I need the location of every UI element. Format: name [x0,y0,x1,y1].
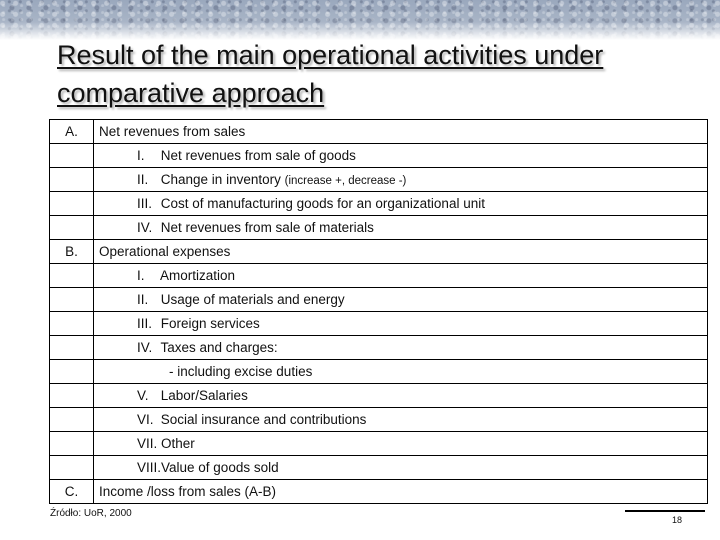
item-text: Value of goods sold [161,460,279,475]
item-number: V. [137,388,149,403]
item-number: III. [137,316,153,331]
source-note: Źródło: UoR, 2000 [50,508,132,519]
section-letter: A. [50,120,94,144]
section-label: Income /loss from sales (A-B) [94,480,708,504]
item-text: Usage of materials and energy [160,292,345,307]
page-number: 18 [672,515,683,525]
table-row [50,456,708,480]
section-label: Operational expenses [94,240,708,264]
table-row [50,144,708,168]
section-label: Net revenues from sales [94,120,708,144]
item-number: VIII. [137,460,162,475]
item-number: III. [137,196,153,211]
item-number: I. [137,148,145,163]
footer-rule [625,510,705,512]
table-row [50,216,708,240]
table-row [50,264,708,288]
table-row [50,288,708,312]
item-number: IV. [137,340,153,355]
item-text: Amortization [160,268,236,283]
item-number: II. [137,172,149,187]
table-row [50,240,708,264]
table-row [50,480,708,504]
item-number: IV. [137,220,153,235]
item-text: Cost of manufacturing goods for an organizational unit [160,196,485,211]
item-text: Taxes and charges: [160,340,278,355]
table-row [50,312,708,336]
item-note: (increase +, decrease -) [284,175,407,187]
item-number: II. [137,292,149,307]
table-row [50,384,708,408]
item-text: Other [161,436,195,451]
item-number: I. [137,268,145,283]
table-row [50,168,708,192]
table-row [50,336,708,360]
item-number: VII. [137,436,158,451]
header-texture [0,0,720,40]
item-text: Labor/Salaries [160,388,248,403]
table-row [50,120,708,144]
table-row [50,360,708,384]
section-letter: C. [50,480,94,504]
item-text: Change in inventory [160,172,281,187]
item-text: - including excise duties [169,364,313,379]
item-number: VI. [137,412,154,427]
table-row [50,432,708,456]
item-text: Net revenues from sale of goods [160,148,356,163]
item-text: Foreign services [160,316,260,331]
item-text: Net revenues from sale of materials [160,220,374,235]
item-text: Social insurance and contributions [160,412,367,427]
slide-title: Result of the main operational activities under comparative approach [57,40,604,108]
table-row [50,192,708,216]
section-letter: B. [50,240,94,264]
operational-result-table [49,119,708,504]
table-row [50,408,708,432]
